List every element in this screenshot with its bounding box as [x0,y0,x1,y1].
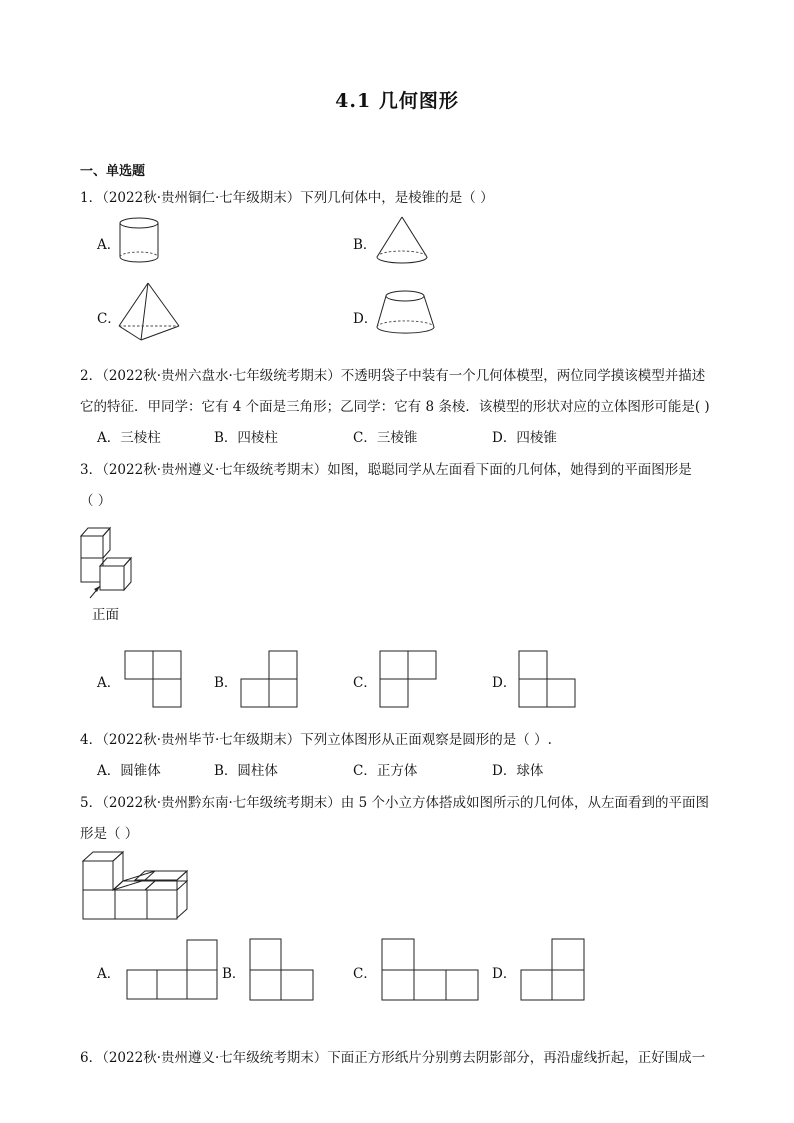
q3-option-c-label: C． [353,675,377,691]
page-title: 4.1 几何图形 [335,90,459,112]
q4-option-a: A．圆锥体 [97,763,161,779]
q4-option-d: D．球体 [492,763,544,779]
q3-option-a-figure [124,650,184,710]
q1-option-d-label: D． [353,311,378,327]
cylinder-icon [118,216,164,268]
q3-option-b-label: B． [214,675,238,691]
question-2-stem-line2: 它的特征．甲同学：它有 4 个面是三角形；乙同学：它有 8 条棱．该模型的形状对应的立体图形可能是( ) [80,399,710,415]
q5-option-b-figure [247,937,317,1003]
q5-option-b-label: B． [222,966,246,982]
q3-option-b-figure [240,650,300,710]
q3-option-a-label: A． [97,675,121,691]
q5-option-d-figure [518,937,588,1003]
question-4-stem: 4．（2022秋·贵州毕节·七年级期末）下列立体图形从正面观察是圆形的是（ ）. [80,732,552,748]
q5-option-c-figure [379,937,481,1003]
q2-option-c: C．三棱锥 [353,430,418,446]
q3-option-d-figure [518,650,580,710]
cone-icon [373,214,433,270]
q5-option-c-label: C． [353,966,377,982]
q1-option-a-label: A． [97,237,121,253]
q3-option-d-label: D． [492,675,517,691]
question-1-stem: 1．（2022秋·贵州铜仁·七年级期末）下列几何体中，是棱锥的是（ ） [80,190,494,206]
front-view-label: 正面 [92,607,119,623]
frustum-icon [373,289,439,339]
q2-option-d: D．四棱锥 [492,430,557,446]
question-2-stem-line1: 2．（2022秋·贵州六盘水·七年级统考期末）不透明袋子中装有一个几何体模型，两位同学摸该模型并描述 [80,368,706,384]
question-6-stem: 6．（2022秋·贵州遵义·七年级统考期末）下面正方形纸片分别剪去阴影部分，再沿虚线折起，正好围成一 [80,1050,706,1066]
q3-option-c-figure [379,650,439,710]
q2-option-a: A．三棱柱 [97,430,161,446]
q4-option-c: C．正方体 [353,763,418,779]
question-5-stem-line1: 5．（2022秋·贵州黔东南·七年级统考期末）由 5 个小立方体搭成如图所示的几何体，从左面看到的平面图 [80,795,709,811]
q5-option-a-label: A． [97,966,121,982]
q2-option-b: B．四棱柱 [214,430,278,446]
q5-option-a-figure [124,938,220,1002]
q5-option-d-label: D． [492,966,517,982]
q1-option-c-label: C． [97,311,121,327]
question-3-stem-line1: 3．（2022秋·贵州遵义·七年级统考期末）如图，聪聪同学从左面看下面的几何体，她得到的平面图形是 [80,462,692,478]
pyramid-icon [115,280,183,348]
section-heading: 一、单选题 [80,164,146,179]
q1-option-b-label: B． [353,237,377,253]
stacked-cubes-figure [78,524,148,604]
five-cubes-figure [80,850,200,925]
q4-option-b: B．圆柱体 [214,763,278,779]
question-5-stem-line2: 形是（ ） [80,826,139,842]
question-3-stem-line2: （ ） [80,493,112,509]
